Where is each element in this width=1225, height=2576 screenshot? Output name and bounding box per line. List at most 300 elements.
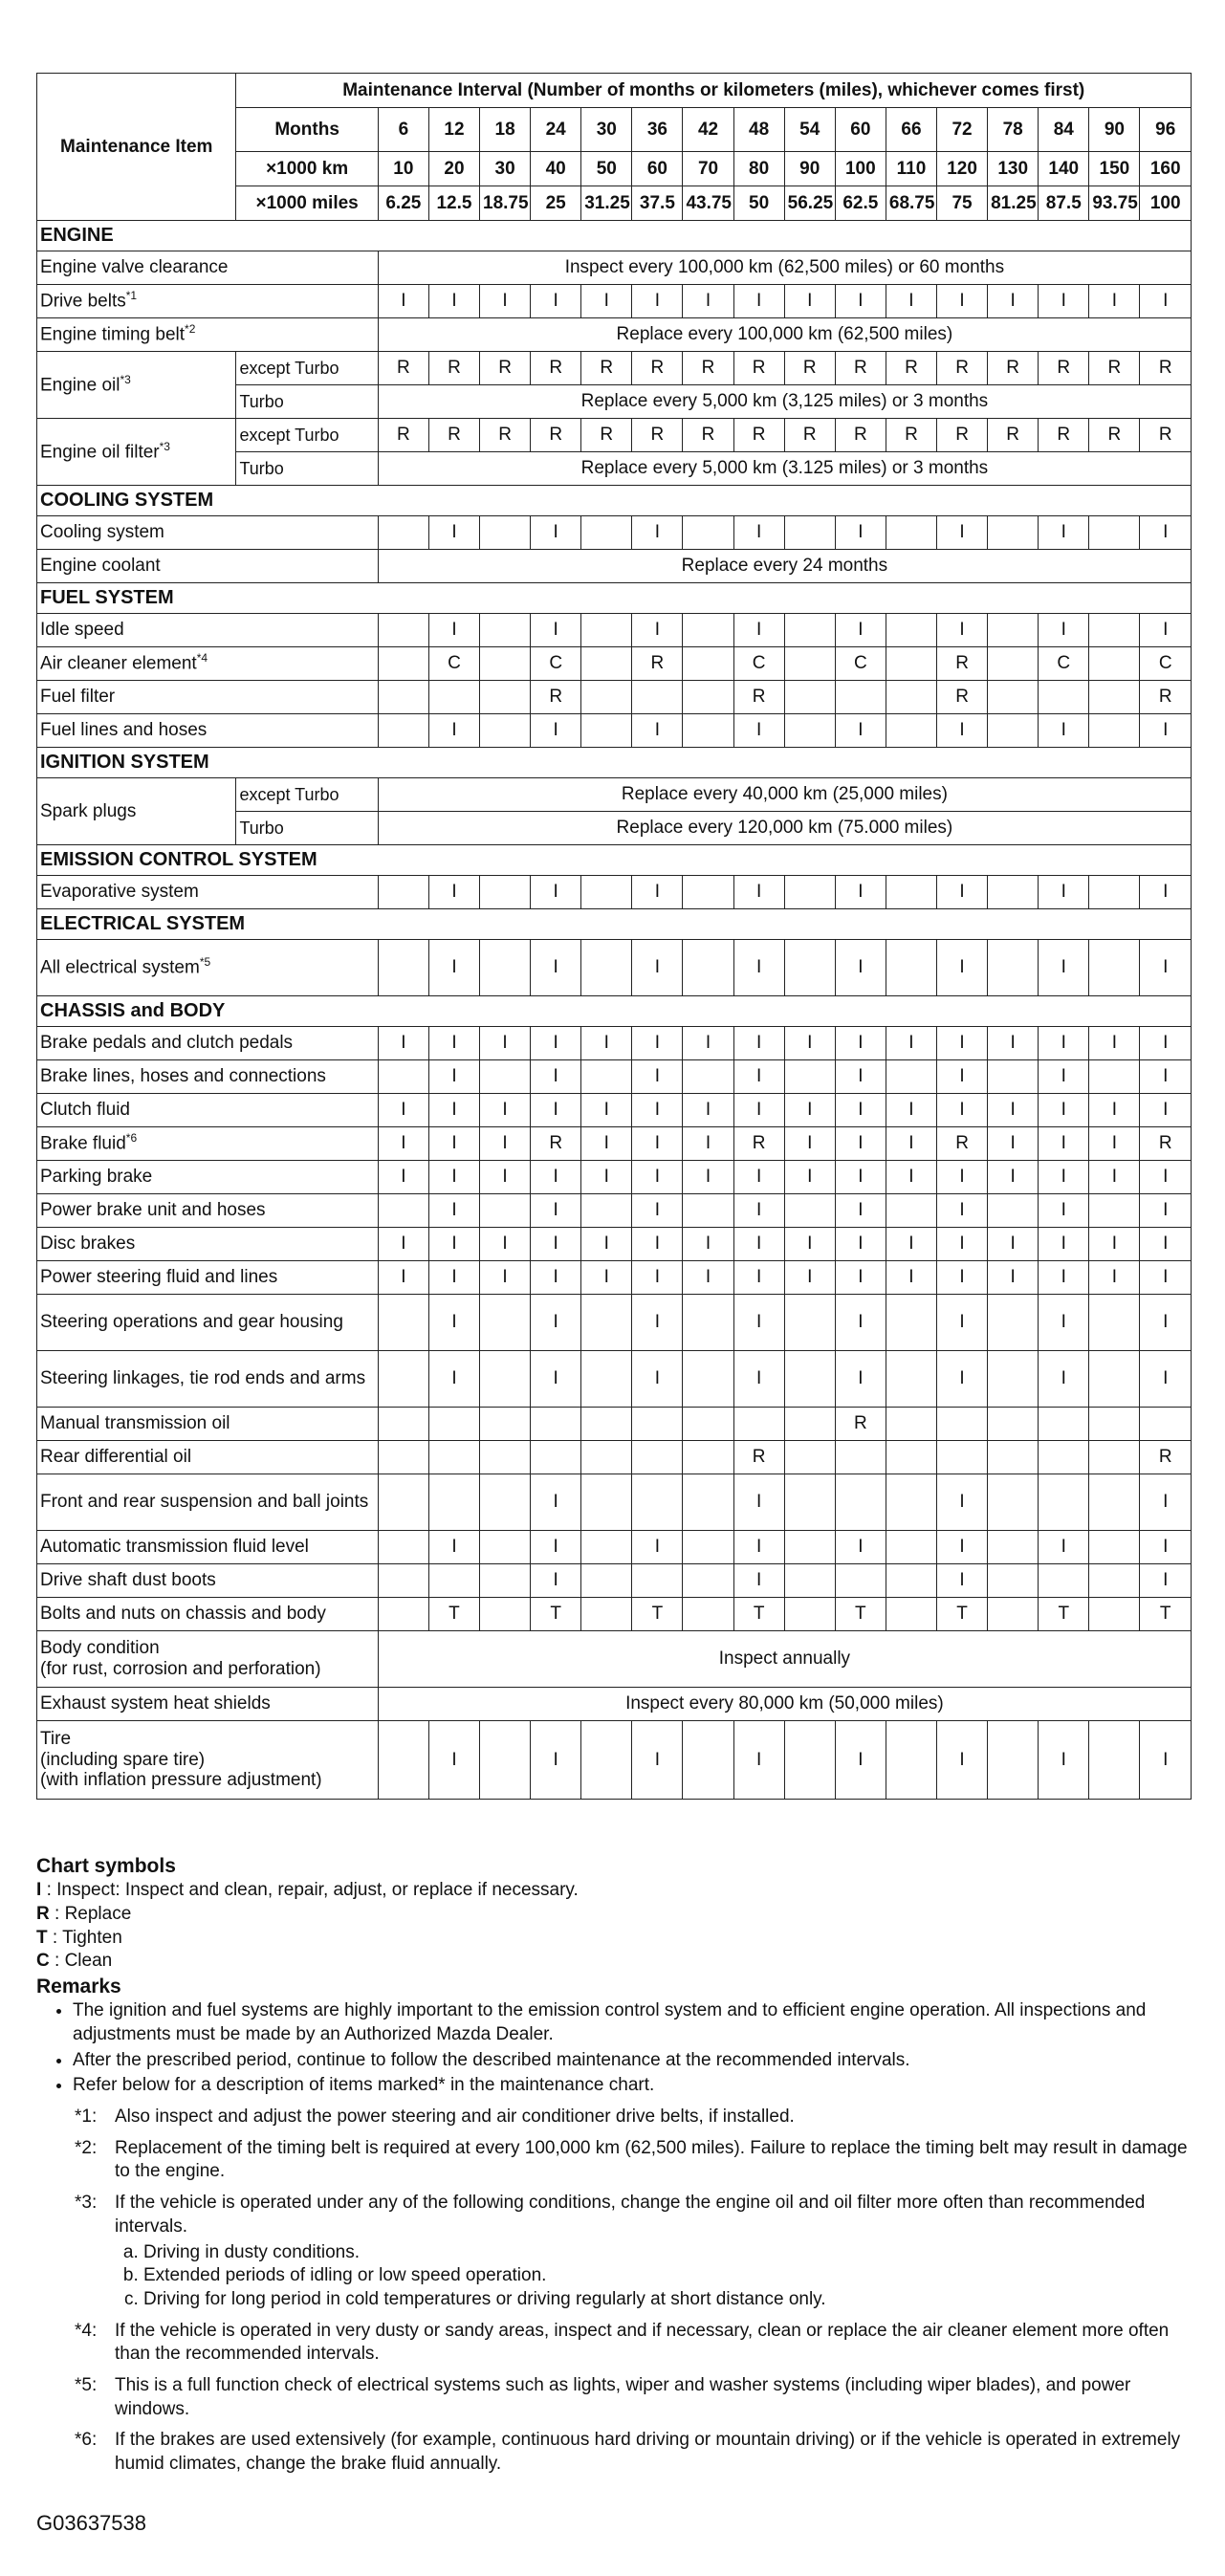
interval-cell: I <box>1039 614 1089 647</box>
interval-cell <box>480 1598 531 1631</box>
interval-cell: C <box>1140 647 1192 681</box>
table-row <box>37 996 1192 1027</box>
interval-cell <box>784 1441 835 1474</box>
interval-cell: R <box>733 1127 784 1161</box>
interval-cell <box>378 681 428 714</box>
interval-cell: I <box>531 1094 581 1127</box>
table-row <box>37 748 1192 778</box>
interval-cell: I <box>632 940 683 996</box>
footnote-key: *2: <box>75 2137 98 2158</box>
interval-cell: I <box>937 940 988 996</box>
interval-cell <box>581 1060 632 1094</box>
interval-cell: I <box>1140 614 1192 647</box>
interval-cell: I <box>835 1228 886 1261</box>
interval-cell: I <box>835 1261 886 1295</box>
interval-cell: I <box>937 1027 988 1060</box>
footnote-body <box>115 2320 1193 2367</box>
interval-cell: I <box>428 1060 479 1094</box>
condition-item: a. Driving in dusty conditions. <box>143 2241 1193 2265</box>
interval-cell: T <box>531 1598 581 1631</box>
interval-cell: I <box>835 1295 886 1351</box>
interval-cell: R <box>835 1408 886 1441</box>
interval-cell: C <box>428 647 479 681</box>
footnotes-list <box>36 2106 1193 2477</box>
interval-cell <box>683 940 733 996</box>
interval-cell: I <box>581 1228 632 1261</box>
interval-cell: I <box>886 1094 936 1127</box>
interval-cell: I <box>733 1474 784 1531</box>
months-value: 54 <box>784 108 835 152</box>
interval-cell <box>988 1474 1039 1531</box>
interval-cell: I <box>835 516 886 550</box>
interval-cell: I <box>632 614 683 647</box>
item-label: Engine oil filter$^{*3}$ <box>37 419 236 486</box>
item-label: Disc brakes <box>37 1228 379 1261</box>
item-label: Power brake unit and hoses <box>37 1194 379 1228</box>
interval-cell: I <box>1089 1127 1140 1161</box>
interval-cell: I <box>1140 285 1192 318</box>
table-row <box>37 1295 1192 1351</box>
section-header: ENGINE <box>37 221 1192 251</box>
interval-cell: I <box>937 1474 988 1531</box>
interval-cell <box>886 940 936 996</box>
interval-cell: R <box>784 419 835 452</box>
interval-cell: R <box>581 352 632 385</box>
interval-cell <box>937 1408 988 1441</box>
interval-cell: I <box>937 1094 988 1127</box>
interval-cell: I <box>428 285 479 318</box>
interval-cell: R <box>632 419 683 452</box>
item-label: Air cleaner element$^{*4}$ <box>37 647 379 681</box>
interval-cell: I <box>531 1261 581 1295</box>
interval-cell <box>988 681 1039 714</box>
interval-cell: I <box>428 1351 479 1408</box>
interval-cell: I <box>886 1261 936 1295</box>
footnote-key: *1: <box>75 2107 98 2128</box>
interval-note: Replace every 24 months <box>378 550 1191 583</box>
item-label: Exhaust system heat shields <box>37 1688 379 1721</box>
interval-cell: I <box>733 1351 784 1408</box>
footnote-text: If the brakes are used extensively (for example, continuous hard driving or mountain driving) or if the vehicle is operated in extremely humid climates, change the brake fluid annually. <box>115 2430 1181 2475</box>
table-row <box>37 1408 1192 1441</box>
interval-cell <box>835 1564 886 1598</box>
interval-cell: C <box>733 647 784 681</box>
interval-cell: T <box>937 1598 988 1631</box>
interval-cell <box>1089 1441 1140 1474</box>
interval-cell: I <box>835 714 886 748</box>
interval-cell: R <box>988 352 1039 385</box>
interval-cell: I <box>886 1161 936 1194</box>
table-row <box>37 845 1192 876</box>
interval-cell: I <box>886 1027 936 1060</box>
km-value: 160 <box>1140 152 1192 186</box>
interval-cell <box>1039 1441 1089 1474</box>
table-row <box>37 1351 1192 1408</box>
interval-cell <box>378 1295 428 1351</box>
section-header: FUEL SYSTEM <box>37 583 1192 614</box>
interval-cell: I <box>531 714 581 748</box>
interval-cell <box>1089 1531 1140 1564</box>
interval-cell: R <box>733 419 784 452</box>
interval-note: Replace every 100,000 km (62,500 miles) <box>378 318 1191 352</box>
miles-value: 18.75 <box>480 186 531 221</box>
interval-cell <box>988 1194 1039 1228</box>
interval-cell <box>428 1474 479 1531</box>
interval-cell: I <box>428 1127 479 1161</box>
item-label: Parking brake <box>37 1161 379 1194</box>
interval-cell: I <box>1140 1261 1192 1295</box>
months-value: 66 <box>886 108 936 152</box>
interval-cell: R <box>1140 419 1192 452</box>
table-row <box>37 583 1192 614</box>
interval-cell <box>784 516 835 550</box>
interval-cell: I <box>1140 1060 1192 1094</box>
interval-cell: I <box>428 1161 479 1194</box>
months-label: Months <box>236 108 378 152</box>
interval-cell <box>886 1194 936 1228</box>
interval-cell <box>1089 940 1140 996</box>
interval-cell: I <box>1039 1194 1089 1228</box>
table-row <box>37 516 1192 550</box>
interval-cell <box>835 1441 886 1474</box>
variant-label: except Turbo <box>236 778 378 812</box>
km-value: 60 <box>632 152 683 186</box>
interval-cell: R <box>531 681 581 714</box>
interval-cell <box>988 647 1039 681</box>
footnote-marker: *3 <box>159 439 170 453</box>
interval-cell <box>784 1408 835 1441</box>
interval-cell <box>581 1474 632 1531</box>
section-header: ELECTRICAL SYSTEM <box>37 909 1192 940</box>
interval-cell: R <box>835 419 886 452</box>
interval-cell: I <box>937 1060 988 1094</box>
interval-cell <box>784 714 835 748</box>
item-label: Power steering fluid and lines <box>37 1261 379 1295</box>
interval-cell <box>581 876 632 909</box>
symbol-key: C <box>36 1951 50 1972</box>
interval-cell <box>784 1351 835 1408</box>
interval-cell: I <box>1039 1060 1089 1094</box>
interval-cell <box>1140 1408 1192 1441</box>
interval-cell: T <box>1140 1598 1192 1631</box>
interval-cell <box>581 1598 632 1631</box>
interval-cell <box>784 1295 835 1351</box>
interval-cell: R <box>428 352 479 385</box>
interval-cell <box>428 1441 479 1474</box>
interval-cell: I <box>937 614 988 647</box>
interval-cell <box>480 1408 531 1441</box>
interval-cell: I <box>378 1027 428 1060</box>
interval-cell: I <box>1140 1027 1192 1060</box>
interval-cell: I <box>835 1161 886 1194</box>
interval-cell: I <box>531 1060 581 1094</box>
interval-cell: R <box>632 647 683 681</box>
interval-note: Inspect annually <box>378 1631 1191 1688</box>
interval-cell <box>784 1564 835 1598</box>
footnote-key: *5: <box>75 2374 98 2395</box>
km-value: 40 <box>531 152 581 186</box>
interval-cell <box>988 516 1039 550</box>
interval-cell <box>581 1564 632 1598</box>
interval-cell <box>988 876 1039 909</box>
interval-cell: R <box>733 1441 784 1474</box>
interval-cell: I <box>632 876 683 909</box>
interval-cell: I <box>733 1564 784 1598</box>
interval-cell: R <box>378 419 428 452</box>
interval-cell: I <box>531 1564 581 1598</box>
km-value: 140 <box>1039 152 1089 186</box>
interval-cell: I <box>683 285 733 318</box>
interval-cell: I <box>683 1027 733 1060</box>
interval-cell <box>988 1531 1039 1564</box>
interval-cell: I <box>784 1261 835 1295</box>
item-label: Engine timing belt$^{*2}$ <box>37 318 379 352</box>
interval-cell: I <box>1039 1351 1089 1408</box>
interval-cell: R <box>1089 419 1140 452</box>
interval-cell <box>1089 681 1140 714</box>
interval-cell <box>581 1441 632 1474</box>
interval-cell: R <box>937 419 988 452</box>
interval-cell: I <box>937 1194 988 1228</box>
interval-cell <box>988 1598 1039 1631</box>
interval-cell: I <box>1140 1474 1192 1531</box>
interval-cell <box>428 1564 479 1598</box>
interval-cell: I <box>835 1351 886 1408</box>
interval-cell: I <box>733 1228 784 1261</box>
interval-cell <box>886 516 936 550</box>
interval-cell: I <box>632 285 683 318</box>
interval-cell <box>784 614 835 647</box>
interval-cell <box>378 714 428 748</box>
interval-cell: R <box>581 419 632 452</box>
interval-cell: I <box>937 876 988 909</box>
interval-cell <box>1089 714 1140 748</box>
interval-cell <box>1089 1598 1140 1631</box>
interval-cell: I <box>733 1194 784 1228</box>
interval-cell: I <box>683 1161 733 1194</box>
interval-cell: I <box>784 1027 835 1060</box>
table-row <box>37 647 1192 681</box>
interval-cell: I <box>937 714 988 748</box>
table-row <box>37 251 1192 285</box>
item-label: Clutch fluid <box>37 1094 379 1127</box>
table-row <box>37 1564 1192 1598</box>
km-value: 20 <box>428 152 479 186</box>
footnote-marker: *5 <box>199 955 211 970</box>
interval-cell <box>378 1531 428 1564</box>
interval-cell <box>683 1721 733 1800</box>
footnote-key: *6: <box>75 2430 98 2451</box>
interval-cell: I <box>1039 516 1089 550</box>
table-row <box>37 778 1192 812</box>
km-label: ×1000 km <box>236 152 378 186</box>
interval-cell: I <box>1089 1094 1140 1127</box>
interval-cell: I <box>733 285 784 318</box>
interval-cell: C <box>835 647 886 681</box>
interval-cell: I <box>835 940 886 996</box>
interval-cell: I <box>1089 1161 1140 1194</box>
interval-cell <box>581 940 632 996</box>
interval-cell: I <box>531 516 581 550</box>
interval-cell <box>784 1598 835 1631</box>
interval-cell: I <box>733 1531 784 1564</box>
interval-cell <box>1089 1351 1140 1408</box>
maintenance-item-header: Maintenance Item <box>37 74 236 221</box>
interval-note: Replace every 5,000 km (3,125 miles) or 3 months <box>378 385 1191 419</box>
item-label: Automatic transmission fluid level <box>37 1531 379 1564</box>
interval-cell: T <box>1039 1598 1089 1631</box>
interval-cell: I <box>531 876 581 909</box>
item-label: Tire (including spare tire) (with inflation pressure adjustment) <box>37 1721 379 1800</box>
interval-cell: R <box>378 352 428 385</box>
interval-cell: I <box>1039 1228 1089 1261</box>
interval-cell <box>683 681 733 714</box>
interval-cell: I <box>937 285 988 318</box>
interval-cell <box>683 714 733 748</box>
miles-value: 12.5 <box>428 186 479 221</box>
interval-cell: I <box>1039 1295 1089 1351</box>
table-row <box>37 714 1192 748</box>
interval-cell <box>784 1721 835 1800</box>
interval-cell: I <box>428 614 479 647</box>
interval-cell: I <box>632 1228 683 1261</box>
interval-cell: T <box>632 1598 683 1631</box>
symbol-key: I <box>36 1880 42 1901</box>
variant-label: Turbo <box>236 452 378 486</box>
interval-cell: I <box>480 1161 531 1194</box>
item-label: Drive shaft dust boots <box>37 1564 379 1598</box>
interval-cell: I <box>1039 714 1089 748</box>
interval-cell: I <box>1039 940 1089 996</box>
symbol-text: : Tighten <box>52 1927 122 1948</box>
item-label: Fuel filter <box>37 681 379 714</box>
interval-cell: I <box>1140 940 1192 996</box>
miles-value: 50 <box>733 186 784 221</box>
interval-cell: I <box>1039 876 1089 909</box>
interval-cell: I <box>1039 1531 1089 1564</box>
km-value: 90 <box>784 152 835 186</box>
interval-cell <box>733 1408 784 1441</box>
interval-cell <box>581 1721 632 1800</box>
interval-cell <box>835 1474 886 1531</box>
interval-cell: T <box>733 1598 784 1631</box>
interval-cell <box>683 1194 733 1228</box>
interval-note: Replace every 5,000 km (3.125 miles) or 3 months <box>378 452 1191 486</box>
interval-cell: I <box>632 1721 683 1800</box>
interval-cell <box>886 681 936 714</box>
interval-cell: I <box>937 1351 988 1408</box>
variant-label: except Turbo <box>236 352 378 385</box>
table-row <box>37 1060 1192 1094</box>
table-row <box>37 1721 1192 1800</box>
interval-cell <box>480 1295 531 1351</box>
interval-cell: R <box>886 419 936 452</box>
interval-cell: I <box>480 285 531 318</box>
interval-cell: I <box>937 516 988 550</box>
interval-cell <box>886 614 936 647</box>
interval-cell: I <box>1140 1094 1192 1127</box>
interval-cell <box>683 1441 733 1474</box>
interval-cell: I <box>581 1161 632 1194</box>
footnote-body <box>115 2137 1193 2184</box>
interval-cell <box>581 714 632 748</box>
interval-cell: T <box>835 1598 886 1631</box>
interval-cell: I <box>632 516 683 550</box>
table-row <box>37 876 1192 909</box>
interval-cell <box>886 647 936 681</box>
item-label: Evaporative system <box>37 876 379 909</box>
interval-cell: I <box>886 1127 936 1161</box>
interval-cell: I <box>1140 1351 1192 1408</box>
maintenance-schedule-table <box>36 73 1192 1800</box>
interval-cell: I <box>1140 1531 1192 1564</box>
interval-cell: I <box>835 1094 886 1127</box>
item-label: Steering operations and gear housing <box>37 1295 379 1351</box>
interval-cell: I <box>733 1261 784 1295</box>
interval-cell <box>784 647 835 681</box>
interval-cell <box>428 1408 479 1441</box>
condition-item: b. Extended periods of idling or low speed operation. <box>143 2264 1193 2288</box>
interval-cell: I <box>784 1127 835 1161</box>
interval-cell: I <box>886 1228 936 1261</box>
interval-cell: I <box>784 1094 835 1127</box>
interval-cell: I <box>733 1161 784 1194</box>
interval-cell: I <box>632 1531 683 1564</box>
interval-cell: I <box>632 1261 683 1295</box>
item-label: Body condition (for rust, corrosion and perforation) <box>37 1631 379 1688</box>
item-label: Brake pedals and clutch pedals <box>37 1027 379 1060</box>
km-value: 80 <box>733 152 784 186</box>
interval-cell <box>886 1721 936 1800</box>
table-row <box>37 940 1192 996</box>
interval-cell <box>886 1531 936 1564</box>
footnote <box>75 2106 1193 2129</box>
interval-cell: R <box>480 352 531 385</box>
interval-cell <box>480 1474 531 1531</box>
interval-cell: I <box>378 1228 428 1261</box>
interval-cell <box>886 1564 936 1598</box>
footnote-marker: *4 <box>196 651 208 666</box>
interval-cell: R <box>784 352 835 385</box>
interval-cell: I <box>835 876 886 909</box>
interval-cell: I <box>835 1127 886 1161</box>
interval-cell <box>480 1060 531 1094</box>
interval-cell <box>480 876 531 909</box>
months-value: 6 <box>378 108 428 152</box>
interval-cell: I <box>428 1027 479 1060</box>
interval-cell: I <box>531 1027 581 1060</box>
chart-symbols-heading: Chart symbols <box>36 1855 176 1877</box>
interval-cell <box>683 1474 733 1531</box>
footnote <box>75 2137 1193 2184</box>
miles-value: 37.5 <box>632 186 683 221</box>
interval-cell: I <box>480 1027 531 1060</box>
interval-cell: I <box>1039 1094 1089 1127</box>
interval-cell: R <box>1140 352 1192 385</box>
interval-cell: I <box>988 1228 1039 1261</box>
interval-cell: C <box>531 647 581 681</box>
interval-cell <box>378 647 428 681</box>
interval-cell: I <box>632 1194 683 1228</box>
interval-cell <box>378 1474 428 1531</box>
remarks-heading: Remarks <box>36 1976 121 1998</box>
interval-cell <box>988 1060 1039 1094</box>
table-row <box>37 1094 1192 1127</box>
interval-cell <box>784 876 835 909</box>
interval-cell: R <box>937 1127 988 1161</box>
interval-cell <box>480 940 531 996</box>
interval-cell: I <box>784 1228 835 1261</box>
